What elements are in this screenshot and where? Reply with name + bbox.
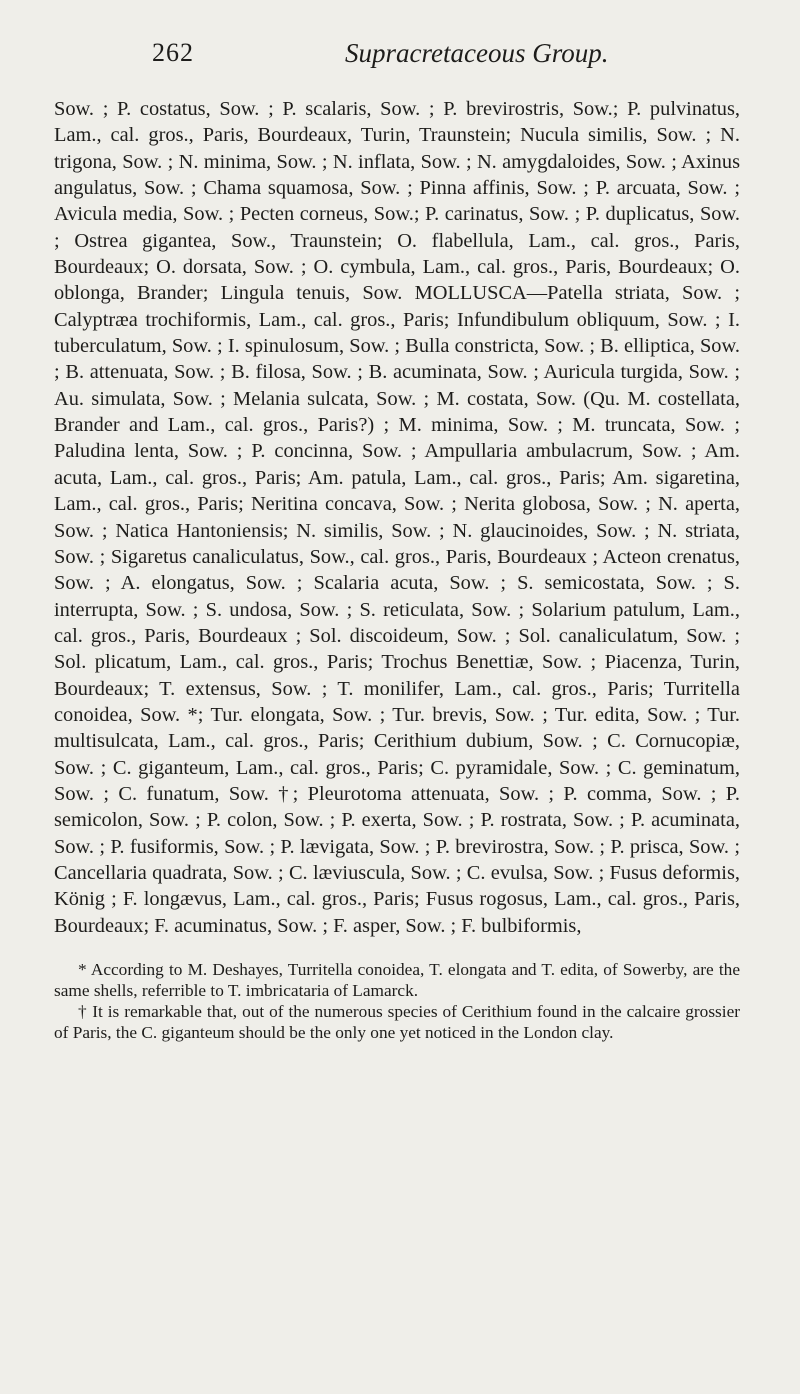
footnote-deshayes: * According to M. Deshayes, Turritella conoidea, T. elongata and T. edita, of Sowerby, are the same shells, referrible to T. imbricataria of Lamarck. [54, 960, 740, 1000]
species-list-paragraph: Sow. ; P. costatus, Sow. ; P. scalaris, Sow. ; P. brevirostris, Sow.; P. pulvinatus, Lam., cal. gros., Paris, Bourdeaux, Turin, Traunstein; Nucula similis, Sow. ; N. trigona, Sow. ; N. minima, Sow. ; N. inflata, Sow. ; N. amygdaloides, Sow. ; Axinus angulatus, Sow. ; Chama squamosa, Sow. ; Pinna affinis, Sow. ; P. arcuata, Sow. ; Avicula media, Sow. ; Pecten corneus, Sow.; P. carinatus, Sow. ; P. duplicatus, Sow. ; Ostrea gigantea, Sow., Traunstein; O. flabellula, Lam., cal. gros., Paris, Bourdeaux; O. dorsata, Sow. ; O. cymbula, Lam., cal. gros., Paris, Bourdeaux; O. oblonga, Brander; Lingula tenuis, Sow. MOLLUSCA—Patella striata, Sow. ; Calyptræa trochiformis, Lam., cal. gros., Paris; Infundibulum obliquum, Sow. ; I. tuberculatum, Sow. ; I. spinulosum, Sow. ; Bulla constricta, Sow. ; B. elliptica, Sow. ; B. attenuata, Sow. ; B. filosa, Sow. ; B. acuminata, Sow. ; Auricula turgida, Sow. ; Au. simulata, Sow. ; Melania sulcata, Sow. ; M. costata, Sow. (Qu. M. costellata, Brander and Lam., cal. gros., Paris?) ; M. minima, Sow. ; M. truncata, Sow. ; Paludina lenta, Sow. ; P. concinna, Sow. ; Ampullaria ambulacrum, Sow. ; Am. acuta, Lam., cal. gros., Paris; Am. patula, Lam., cal. gros., Paris; Am. sigaretina, Lam., cal. gros., Paris; Neritina concava, Sow. ; Nerita globosa, Sow. ; N. aperta, Sow. ; Natica Hantoniensis; N. similis, Sow. ; N. glaucinoides, Sow. ; N. striata, Sow. ; Sigaretus canaliculatus, Sow., cal. gros., Paris, Bourdeaux ; Acteon crenatus, Sow. ; A. elongatus, Sow. ; Scalaria acuta, Sow. ; S. semicostata, Sow. ; S. interrupta, Sow. ; S. undosa, Sow. ; S. reticulata, Sow. ; Solarium patulum, Lam., cal. gros., Paris, Bourdeaux ; Sol. discoideum, Sow. ; Sol. canaliculatum, Sow. ; Sol. plicatum, Lam., cal. gros., Paris; Trochus Benettiæ, Sow. ; Piacenza, Turin, Bourdeaux; T. extensus, Sow. ; T. monilifer, Lam., cal. gros., Paris; Turritella conoidea, Sow. *; Tur. elongata, Sow. ; Tur. brevis, Sow. ; Tur. edita, Sow. ; Tur. multisulcata, Lam., cal. gros., Paris; Cerithium dubium, Sow. ; C. Cornucopiæ, Sow. ; C. giganteum, Lam., cal. gros., Paris; C. pyramidale, Sow. ; C. geminatum, Sow. ; C. funatum, Sow. †; Pleurotoma attenuata, Sow. ; P. comma, Sow. ; P. semicolon, Sow. ; P. colon, Sow. ; P. exerta, Sow. ; P. rostrata, Sow. ; P. acuminata, Sow. ; P. fusiformis, Sow. ; P. lævigata, Sow. ; P. brevirostra, Sow. ; P. prisca, Sow. ; Cancellaria quadrata, Sow. ; C. læviuscula, Sow. ; C. evulsa, Sow. ; Fusus deformis, König ; F. longævus, Lam., cal. gros., Paris; Fusus rogosus, Lam., cal. gros., Paris, Bourdeaux; F. acuminatus, Sow. ; F. asper, Sow. ; F. bulbiformis, [54, 98, 740, 937]
page-header [54, 38, 740, 74]
page-number: 262 [152, 38, 194, 67]
running-head: Supracretaceous Group. [345, 38, 609, 68]
footnotes [54, 959, 740, 1043]
footnote-cerithium: † It is remarkable that, out of the numerous species of Cerithium found in the calcaire grossier of Paris, the C. giganteum should be the only one yet noticed in the London clay. [54, 1002, 740, 1042]
